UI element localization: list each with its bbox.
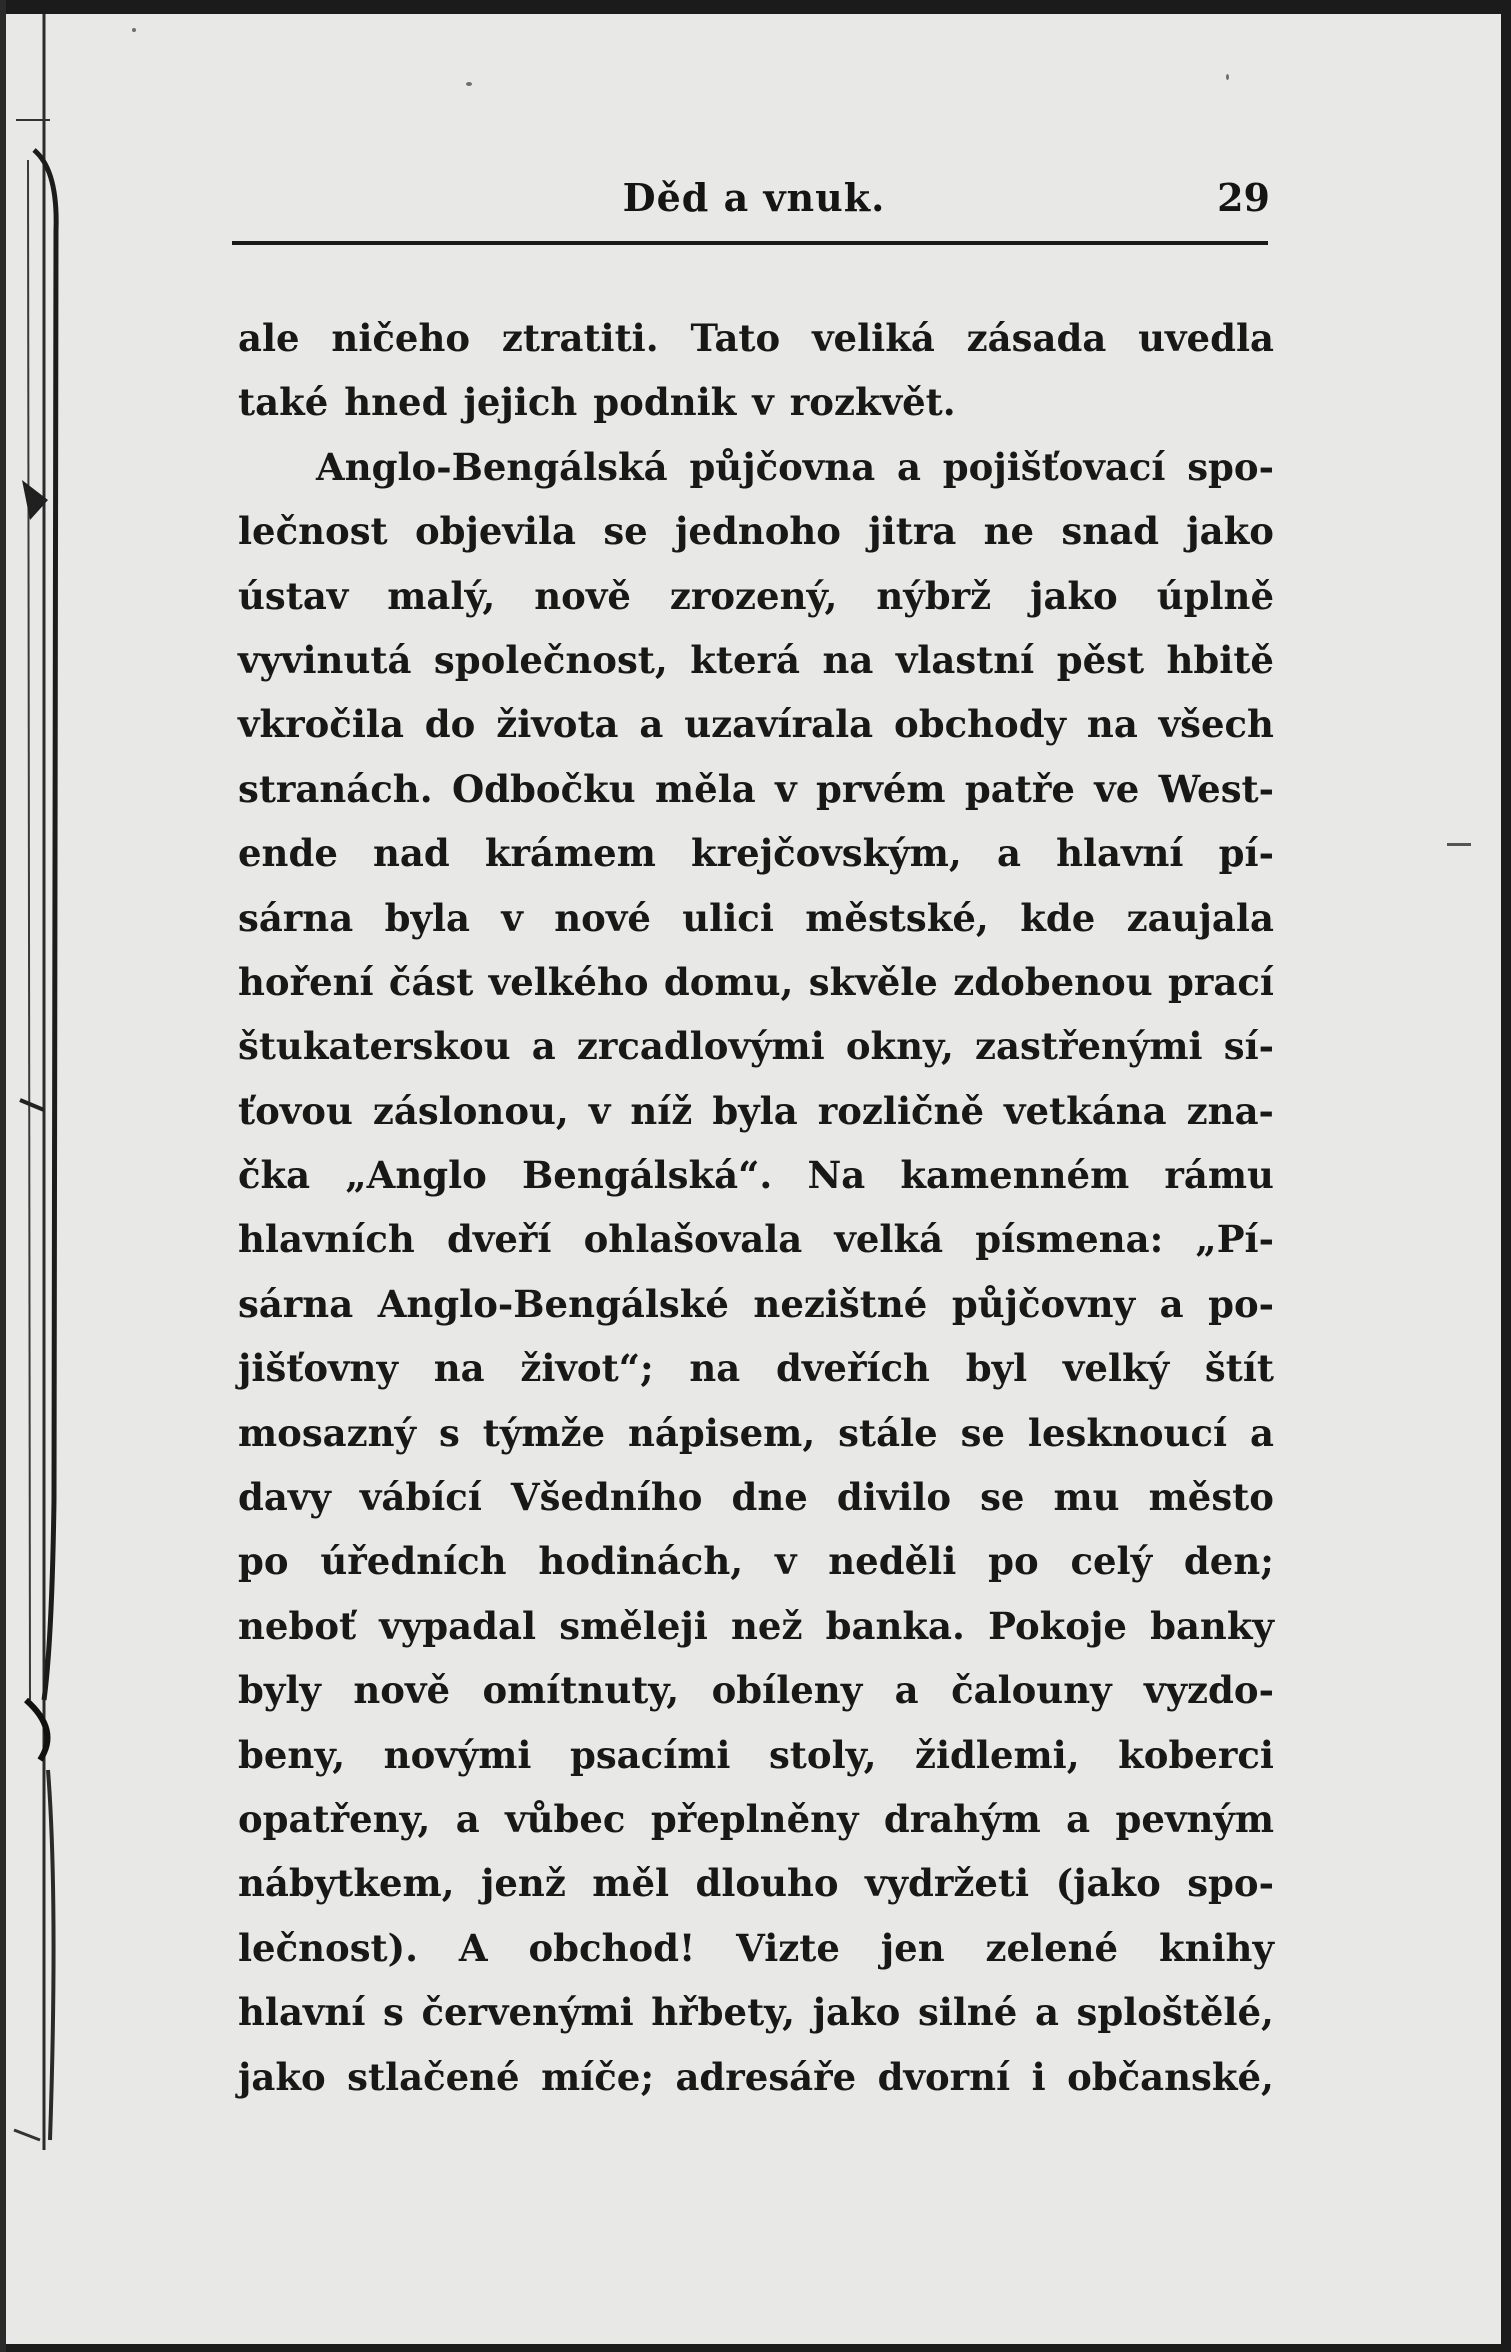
word: vlastní — [895, 637, 1035, 682]
word: hlavní — [238, 1990, 366, 2035]
word: v — [588, 1088, 611, 1133]
word: po- — [1208, 1281, 1274, 1326]
text-line — [238, 435, 1274, 499]
margin-mark — [1447, 843, 1471, 846]
word: opatřeny, — [238, 1796, 431, 1841]
word: a — [896, 444, 921, 489]
word: ničeho — [331, 316, 471, 360]
page-number: 29 — [1217, 175, 1270, 220]
word: omítnuty, — [482, 1668, 680, 1713]
scan-border-top — [0, 0, 1511, 14]
word: celý — [1070, 1539, 1153, 1584]
word: ohlašovala — [583, 1217, 803, 1262]
word: dvorní — [877, 2054, 1011, 2099]
word: pí- — [1218, 831, 1274, 876]
scan-speck — [466, 82, 472, 86]
word: byly — [238, 1668, 321, 1713]
word: West- — [1158, 766, 1274, 811]
text-line — [238, 2045, 1274, 2109]
word: obchod! — [528, 1925, 696, 1970]
word: Anglo-Bengálská — [316, 444, 668, 489]
word: čalouny — [951, 1668, 1112, 1713]
word: ende — [238, 831, 338, 876]
word: občanské, — [1067, 2054, 1274, 2099]
word: zelené — [985, 1925, 1119, 1970]
word: snad — [1061, 509, 1159, 554]
word: hlavní — [1056, 831, 1184, 876]
word: která — [690, 637, 800, 682]
word: novými — [383, 1732, 532, 1777]
word: jišťovny — [238, 1346, 398, 1391]
word: neboť — [238, 1603, 357, 1648]
word: okny, — [845, 1024, 954, 1069]
word: Všedního — [510, 1475, 703, 1520]
text-line — [238, 1079, 1274, 1143]
word: stlačené — [347, 2054, 520, 2099]
word: sárna — [238, 895, 354, 940]
text-line — [238, 757, 1274, 821]
word: a — [1159, 1281, 1184, 1326]
word: ztratiti. — [501, 316, 659, 360]
word: úplně — [1156, 573, 1274, 618]
text-line — [238, 692, 1274, 756]
word: mosazný — [238, 1410, 417, 1455]
word: byla — [712, 1088, 798, 1133]
word: pěst — [1056, 637, 1145, 682]
word: Odbočku — [451, 766, 636, 811]
text-line — [238, 1465, 1274, 1529]
text-line — [238, 950, 1274, 1014]
word: drahým — [883, 1796, 1041, 1841]
text-line — [238, 1787, 1274, 1851]
text-line — [238, 1980, 1274, 2044]
word: na — [1086, 702, 1138, 747]
word: velkého — [488, 959, 649, 1004]
word: a — [1066, 1796, 1091, 1841]
word: života — [496, 702, 619, 747]
word: se — [960, 1410, 1005, 1455]
word: židlemi, — [914, 1732, 1080, 1777]
word: vůbec — [505, 1796, 626, 1841]
word: přeplněny — [650, 1796, 859, 1841]
word: (jako — [1055, 1861, 1161, 1906]
word: „Pí- — [1195, 1217, 1274, 1262]
text-line — [238, 1851, 1274, 1915]
word: beny, — [238, 1732, 346, 1777]
word: na — [689, 1346, 741, 1391]
word: červenými — [421, 1990, 634, 2035]
word: silné — [917, 1990, 1018, 2035]
word: písmena: — [975, 1217, 1164, 1262]
word: rozličně — [817, 1088, 984, 1133]
word: Pokoje — [988, 1603, 1127, 1648]
word: krejčovským, — [691, 831, 962, 876]
word: jednoho — [675, 509, 841, 554]
word: a — [639, 702, 664, 747]
word: veliká — [812, 316, 935, 360]
word: Anglo-Bengálské — [377, 1281, 729, 1326]
word: se — [603, 509, 648, 554]
word: malý, — [387, 573, 496, 618]
word: stoly, — [768, 1732, 877, 1777]
word: objevila — [414, 509, 577, 554]
word: v — [775, 766, 797, 811]
word: půjčovna — [689, 444, 876, 489]
word: den; — [1183, 1539, 1274, 1584]
word: nově — [353, 1668, 450, 1713]
word: Bengálská“. — [522, 1153, 773, 1198]
word: v — [774, 1539, 797, 1584]
word: prací — [1167, 959, 1274, 1004]
word: část — [388, 959, 474, 1004]
word: zdobenou — [953, 959, 1153, 1004]
word: po — [238, 1539, 289, 1584]
text-line — [238, 1658, 1274, 1722]
word: společnost, — [433, 637, 668, 682]
text-line — [238, 1529, 1274, 1593]
word: kamenném — [900, 1153, 1130, 1198]
word: spo- — [1187, 1861, 1274, 1906]
word: všech — [1158, 702, 1274, 747]
word: v — [501, 895, 523, 940]
word: jenž — [481, 1861, 566, 1906]
word: život“; — [520, 1346, 654, 1391]
word: nábytkem, — [238, 1861, 455, 1906]
word: a — [996, 831, 1021, 876]
word: neděli — [828, 1539, 957, 1584]
scan-border-bottom — [0, 2344, 1511, 2352]
word: dne — [731, 1475, 808, 1520]
word: zrcadlovými — [576, 1024, 825, 1069]
word: banka. — [825, 1603, 965, 1648]
word: na — [433, 1346, 485, 1391]
word: sploštělé, — [1076, 1990, 1274, 2035]
word: čka — [238, 1153, 311, 1198]
word: Tato — [690, 316, 781, 360]
word: kde — [1020, 895, 1096, 940]
word: lečnost — [238, 509, 388, 554]
word: uvedla — [1138, 316, 1274, 360]
text-line — [238, 628, 1274, 692]
word: hned — [344, 380, 448, 425]
word: hbitě — [1166, 637, 1274, 682]
word: jako — [812, 1990, 901, 2035]
word: obíleny — [711, 1668, 863, 1713]
word: uzavírala — [684, 702, 874, 747]
word: a — [1249, 1410, 1274, 1455]
word: stále — [838, 1410, 938, 1455]
word: dlouho — [695, 1861, 839, 1906]
word: lečnost). — [238, 1925, 419, 1970]
word: směleji — [559, 1603, 708, 1648]
word: koberci — [1118, 1732, 1274, 1777]
word: knihy — [1158, 1925, 1274, 1970]
word: byl — [965, 1346, 1028, 1391]
word: spo- — [1187, 444, 1274, 489]
word: vydržeti — [865, 1861, 1030, 1906]
text-line — [238, 1401, 1274, 1465]
word: jako — [1186, 509, 1274, 554]
word: nýbrž — [876, 573, 992, 618]
word: A — [458, 1925, 488, 1970]
text-line — [238, 1272, 1274, 1336]
word: velká — [834, 1217, 944, 1262]
scan-border-right — [1501, 0, 1511, 2352]
word: nápisem, — [628, 1410, 816, 1455]
word: dveřích — [776, 1346, 930, 1391]
word: dveří — [446, 1217, 552, 1262]
scan-speck — [1226, 74, 1229, 80]
text-line — [238, 499, 1274, 563]
word: vkročila — [238, 702, 404, 747]
word: míče; — [541, 2054, 654, 2099]
word: zna- — [1186, 1088, 1274, 1133]
word: rámu — [1164, 1153, 1274, 1198]
word: vetkána — [1004, 1088, 1167, 1133]
word: hřbety, — [651, 1990, 796, 2035]
word: měl — [592, 1861, 670, 1906]
word: zrozený, — [669, 573, 838, 618]
word: Na — [807, 1153, 866, 1198]
word: „Anglo — [345, 1153, 487, 1198]
text-line — [238, 821, 1274, 885]
word: městské, — [805, 895, 989, 940]
word: se — [980, 1475, 1025, 1520]
word: nové — [554, 895, 651, 940]
word: obchody — [894, 702, 1067, 747]
word: Vizte — [736, 1925, 840, 1970]
word: velký — [1062, 1346, 1170, 1391]
word: a — [894, 1668, 919, 1713]
word: stranách. — [238, 766, 433, 811]
word: krámem — [484, 831, 656, 876]
word: úředních — [320, 1539, 507, 1584]
word: jako — [1030, 573, 1118, 618]
text-line — [238, 1207, 1274, 1271]
header-rule — [232, 241, 1268, 245]
word: hodinách, — [538, 1539, 744, 1584]
word: jako — [238, 2054, 326, 2099]
word: nezištné — [753, 1281, 928, 1326]
word: záslonou, — [372, 1088, 569, 1133]
word: a — [455, 1796, 480, 1841]
word: měla — [655, 766, 756, 811]
word: do — [424, 702, 476, 747]
word: půjčovny — [951, 1281, 1136, 1326]
word: lesknoucí — [1027, 1410, 1228, 1455]
word: banky — [1150, 1603, 1274, 1648]
word: vypadal — [379, 1603, 537, 1648]
word: divilo — [836, 1475, 952, 1520]
text-line — [238, 886, 1274, 950]
word: patře — [964, 766, 1075, 811]
word: ťovou — [238, 1088, 353, 1133]
word: zaujala — [1126, 895, 1274, 940]
body-text — [238, 306, 1274, 2109]
text-line — [238, 1143, 1274, 1207]
word: vyzdo- — [1144, 1668, 1274, 1713]
word: mu — [1053, 1475, 1120, 1520]
word: a — [1034, 1990, 1059, 2035]
word: s — [383, 1990, 404, 2035]
word: týmže — [482, 1410, 606, 1455]
word: ale — [238, 316, 300, 360]
word: po — [988, 1539, 1039, 1584]
word: i — [1031, 2054, 1046, 2099]
word: zásada — [966, 316, 1107, 360]
scan-speck — [132, 28, 136, 32]
text-line — [238, 1723, 1274, 1787]
text-line — [238, 1916, 1274, 1980]
word: davy — [238, 1475, 331, 1520]
running-title: Děd a vnuk. — [622, 175, 886, 220]
word: adresáře — [675, 2054, 857, 2099]
book-binding-edge — [0, 0, 90, 2352]
text-line — [238, 1336, 1274, 1400]
word: také — [238, 380, 329, 425]
text-line — [238, 1594, 1274, 1658]
word: než — [731, 1603, 803, 1648]
word: s — [438, 1410, 460, 1455]
text-line — [238, 564, 1274, 628]
word: skvěle — [808, 959, 938, 1004]
word: vábící — [359, 1475, 482, 1520]
word: pojišťovací — [942, 444, 1166, 489]
text-line — [238, 370, 1274, 434]
word: níž — [630, 1088, 693, 1133]
word: byla — [384, 895, 470, 940]
word: v — [752, 380, 774, 425]
word: sárna — [238, 1281, 354, 1326]
word: a — [531, 1024, 556, 1069]
word: jejich — [463, 380, 578, 425]
word: prvém — [815, 766, 946, 811]
word: na — [822, 637, 874, 682]
word: město — [1148, 1475, 1274, 1520]
word: jitra — [868, 509, 957, 554]
word: rozkvět. — [789, 380, 956, 425]
word: psacími — [569, 1732, 731, 1777]
word: ústav — [238, 573, 349, 618]
text-line — [238, 306, 1274, 370]
page-header — [238, 175, 1270, 245]
word: ve — [1094, 766, 1140, 811]
word: zastřenými — [975, 1024, 1203, 1069]
word: hlavních — [238, 1217, 415, 1262]
word: vyvinutá — [238, 637, 412, 682]
word: nad — [373, 831, 450, 876]
word: domu, — [663, 959, 794, 1004]
word: jen — [880, 1925, 945, 1970]
word: podnik — [593, 380, 737, 425]
text-line — [238, 1014, 1274, 1078]
word: ulici — [682, 895, 774, 940]
word: štít — [1204, 1346, 1274, 1391]
word: štukaterskou — [238, 1024, 511, 1069]
word: sí- — [1223, 1024, 1274, 1069]
word: hoření — [238, 959, 374, 1004]
word: ne — [983, 509, 1035, 554]
word: nově — [534, 573, 631, 618]
word: pevným — [1115, 1796, 1274, 1841]
